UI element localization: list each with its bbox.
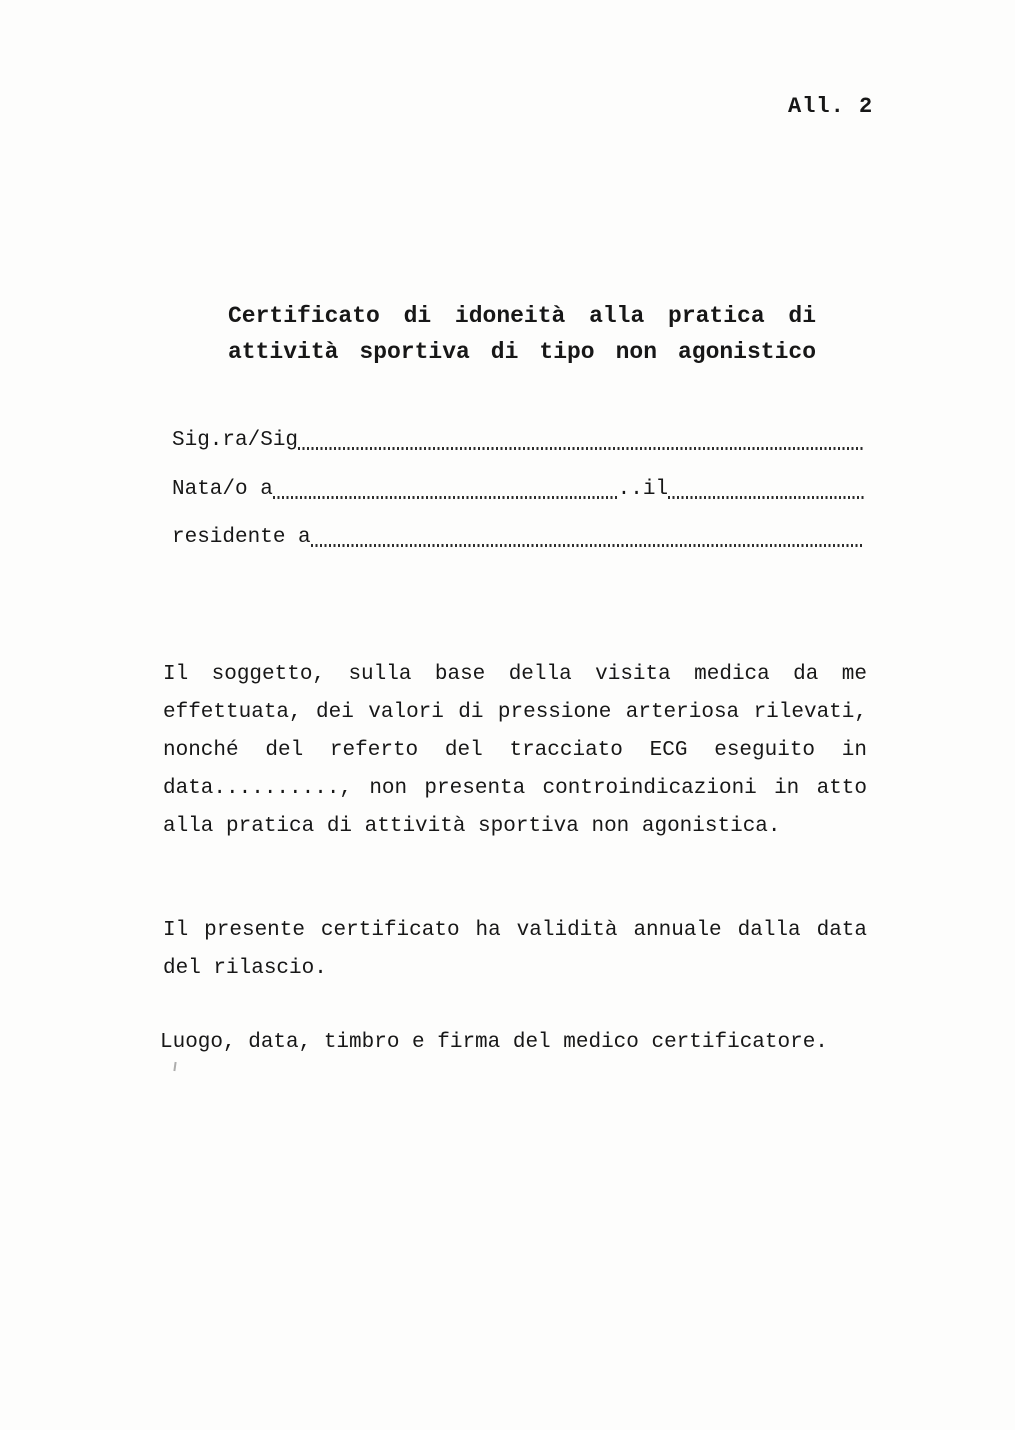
text-line: alla pratica di attività sportiva non agonistica. <box>163 815 781 838</box>
text-line: Il presente certificato ha validità annuale dalla data <box>163 919 867 942</box>
birthdate-field-label: ..il <box>617 477 669 501</box>
form-row-name <box>172 424 864 454</box>
attachment-number-label: All. 2 <box>788 94 874 119</box>
text-line: data.........., non presenta controindicazioni in atto <box>163 777 867 800</box>
scan-artifact-mark <box>173 1062 176 1071</box>
text-line: Il soggetto, sulla base della visita medica da me <box>163 663 867 686</box>
residence-field-label: residente a <box>172 525 311 549</box>
birthplace-field-label: Nata/o a <box>172 477 273 501</box>
birthdate-field-dotted-line <box>668 496 864 499</box>
text-line: Certificato di idoneità alla pratica di <box>228 303 816 329</box>
certificate-title <box>228 298 816 370</box>
text-line: effettuata, dei valori di pressione arteriosa rilevati, <box>163 701 867 724</box>
validity-statement-paragraph <box>163 912 867 988</box>
fitness-statement-paragraph <box>163 656 867 846</box>
text-line: nonché del referto del tracciato ECG eseguito in <box>163 739 867 762</box>
name-field-dotted-line <box>298 447 864 450</box>
form-row-birth <box>172 473 864 503</box>
signature-instruction-line: Luogo, data, timbro e firma del medico certificatore. <box>160 1031 828 1054</box>
residence-field-dotted-line <box>311 544 864 547</box>
form-row-residence <box>172 521 864 551</box>
birthplace-field-dotted-line <box>273 496 618 499</box>
name-field-label: Sig.ra/Sig <box>172 428 299 452</box>
text-line: attività sportiva di tipo non agonistico <box>228 339 816 365</box>
text-line: del rilascio. <box>163 957 327 980</box>
